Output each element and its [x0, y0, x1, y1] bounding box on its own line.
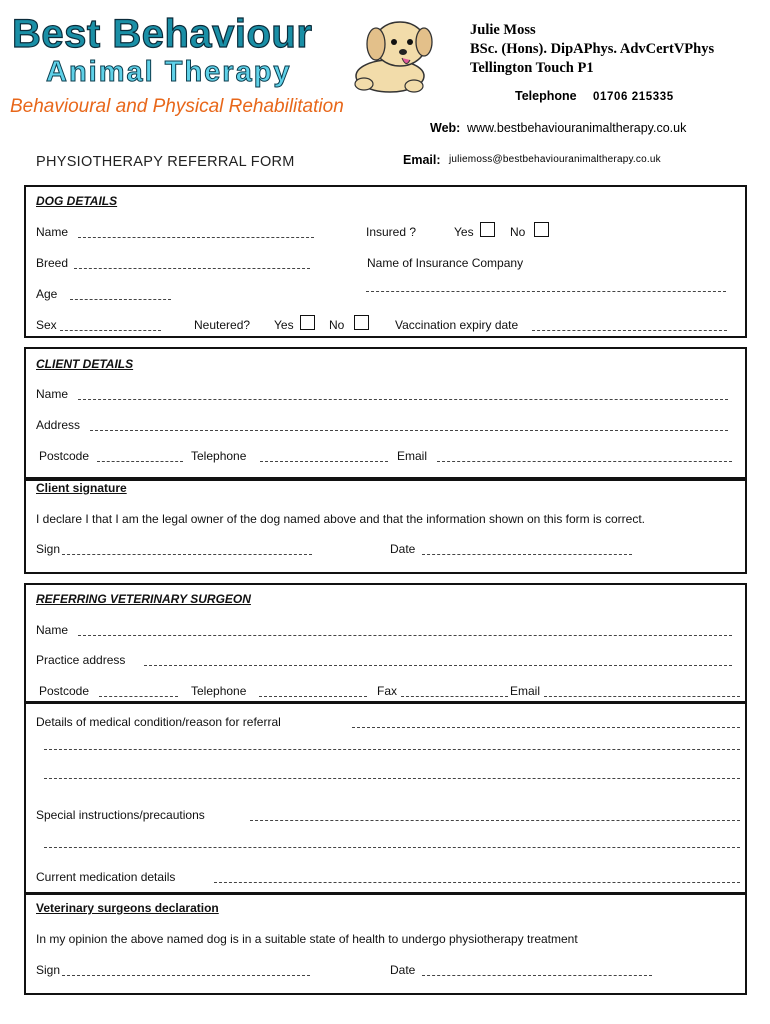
web-address[interactable]: www.bestbehaviouranimaltherapy.co.uk [467, 121, 687, 135]
qualifications: BSc. (Hons). DipAPhys. AdvCertVPhys [470, 41, 715, 57]
client-postcode-field[interactable] [97, 461, 183, 462]
medical-details-section [24, 701, 747, 895]
special-instructions-label: Special instructions/precautions [36, 808, 205, 822]
neutered-label: Neutered? [194, 318, 251, 332]
client-details-heading: CLIENT DETAILS [36, 357, 134, 371]
vet-postcode-field[interactable] [99, 696, 178, 697]
medical-details-field-2[interactable] [44, 749, 740, 750]
email-label: Email: [403, 153, 441, 167]
client-declaration: I declare I that I am the legal owner of the dog named above and that the information shown on this form is correct. [36, 512, 646, 526]
logo-title: Best Behaviour [12, 12, 313, 56]
certification: Tellington Touch P1 [470, 60, 594, 76]
web-label: Web: [430, 121, 461, 135]
dog-name-field[interactable] [78, 237, 314, 238]
medication-label: Current medication details [36, 870, 176, 884]
client-address-field[interactable] [90, 430, 728, 431]
medical-details-field-3[interactable] [44, 778, 740, 779]
medical-details-field-1[interactable] [352, 727, 740, 728]
vet-telephone-label: Telephone [191, 684, 247, 698]
vet-date-field[interactable] [422, 975, 652, 976]
client-address-label: Address [36, 418, 81, 432]
practitioner-name: Julie Moss [470, 22, 536, 38]
vet-declaration-text: In my opinion the above named dog is in a suitable state of health to undergo physiotherapy treatment [36, 932, 578, 946]
vet-sign-field[interactable] [62, 975, 310, 976]
client-name-field[interactable] [78, 399, 728, 400]
vet-postcode-label: Postcode [39, 684, 90, 698]
tagline: Behavioural and Physical Rehabilitation [10, 96, 344, 117]
insured-yes-checkbox[interactable] [480, 222, 495, 237]
insured-label: Insured ? [366, 225, 417, 239]
special-instructions-field-2[interactable] [44, 847, 740, 848]
insurance-company-label: Name of Insurance Company [367, 256, 524, 270]
client-email-field[interactable] [437, 461, 732, 462]
sex-label: Sex [36, 318, 57, 332]
client-date-label: Date [390, 542, 416, 556]
sex-field[interactable] [60, 330, 161, 331]
client-signature-heading: Client signature [36, 481, 127, 495]
vet-fax-field[interactable] [401, 696, 508, 697]
insured-yes-label: Yes [454, 225, 474, 239]
email-address[interactable]: juliemoss@bestbehaviouranimaltherapy.co.uk [449, 154, 661, 165]
client-sign-label: Sign [36, 542, 61, 556]
neutered-no-label: No [329, 318, 345, 332]
age-field[interactable] [70, 299, 171, 300]
dog-details-heading: DOG DETAILS [36, 194, 118, 208]
vet-declaration-heading: Veterinary surgeons declaration [36, 901, 219, 915]
vet-sign-label: Sign [36, 963, 61, 977]
client-email-label: Email [397, 449, 428, 463]
vet-heading: REFERRING VETERINARY SURGEON [36, 592, 251, 606]
vet-telephone-field[interactable] [259, 696, 367, 697]
medical-details-label: Details of medical condition/reason for referral [36, 715, 281, 729]
dog-logo-icon [340, 14, 440, 96]
insured-no-label: No [510, 225, 526, 239]
dog-name-label: Name [36, 225, 69, 239]
special-instructions-field-1[interactable] [250, 820, 740, 821]
medication-field[interactable] [214, 882, 740, 883]
practice-address-label: Practice address [36, 653, 126, 667]
breed-label: Breed [36, 256, 69, 270]
telephone-label: Telephone [515, 89, 577, 103]
telephone-number: 01706 215335 [593, 91, 674, 103]
vet-fax-label: Fax [377, 684, 398, 698]
vet-date-label: Date [390, 963, 416, 977]
insured-no-checkbox[interactable] [534, 222, 549, 237]
neutered-no-checkbox[interactable] [354, 315, 369, 330]
neutered-yes-label: Yes [274, 318, 294, 332]
breed-field[interactable] [74, 268, 310, 269]
age-label: Age [36, 287, 58, 301]
client-telephone-field[interactable] [260, 461, 388, 462]
client-date-field[interactable] [422, 554, 632, 555]
insurance-company-field[interactable] [366, 291, 726, 292]
vaccination-label: Vaccination expiry date [395, 318, 519, 332]
form-title: PHYSIOTHERAPY REFERRAL FORM [36, 154, 295, 170]
neutered-yes-checkbox[interactable] [300, 315, 315, 330]
client-postcode-label: Postcode [39, 449, 90, 463]
logo-subtitle: Animal Therapy [46, 56, 292, 88]
client-telephone-label: Telephone [191, 449, 247, 463]
client-sign-field[interactable] [62, 554, 312, 555]
vet-email-label: Email [510, 684, 541, 698]
vet-email-field[interactable] [544, 696, 740, 697]
client-name-label: Name [36, 387, 69, 401]
vet-name-label: Name [36, 623, 69, 637]
vaccination-field[interactable] [532, 330, 727, 331]
practice-address-field[interactable] [144, 665, 732, 666]
vet-name-field[interactable] [78, 635, 732, 636]
